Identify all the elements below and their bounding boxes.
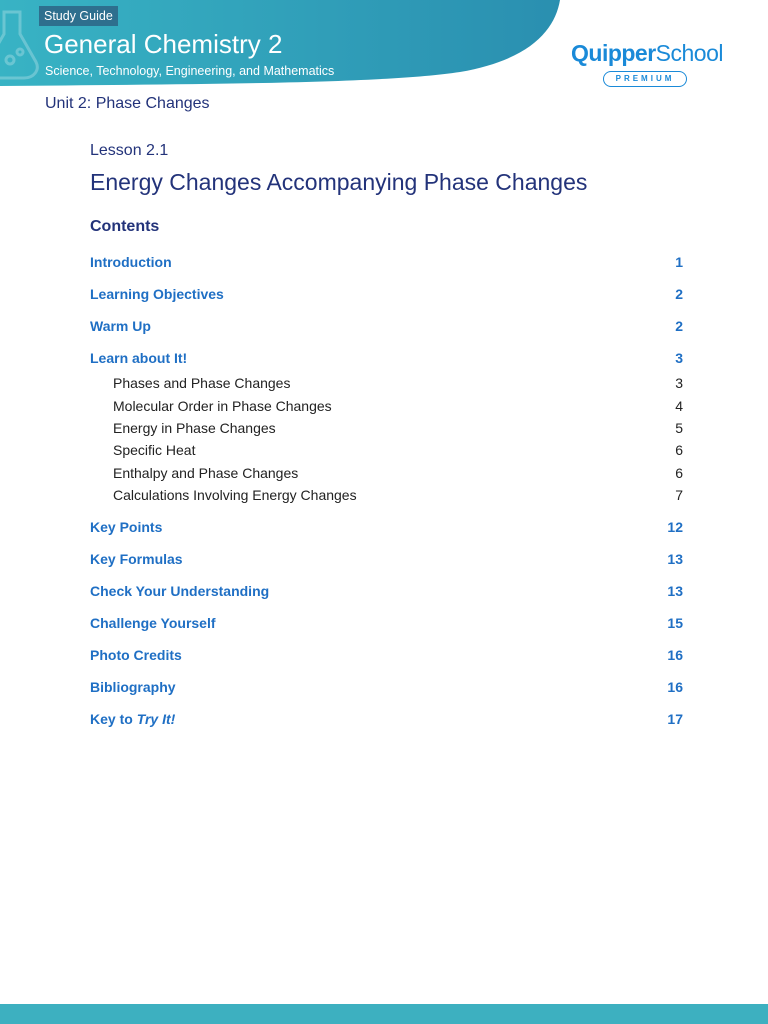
toc-subitem-enthalpy[interactable] — [90, 462, 683, 484]
toc-item-photo-credits[interactable] — [90, 646, 683, 664]
toc-item-warm-up[interactable] — [90, 317, 683, 335]
toc-page: 2 — [675, 286, 683, 302]
toc-subitem-molecular-order[interactable] — [90, 394, 683, 416]
toc-page: 15 — [667, 615, 683, 632]
toc-page: 17 — [667, 711, 683, 728]
toc-subitem-phases[interactable] — [90, 372, 683, 394]
toc-page: 16 — [667, 647, 683, 664]
toc-item-learning-objectives[interactable] — [90, 285, 683, 303]
logo-bold-text: Quipper — [571, 40, 656, 66]
toc-label: Check Your Understanding — [90, 583, 270, 600]
toc-subitem-specific-heat[interactable] — [90, 439, 683, 461]
toc-label: Phases and Phase Changes — [113, 375, 291, 392]
toc-item-learn-about-it[interactable] — [90, 349, 683, 367]
premium-tag: PREMIUM — [603, 71, 687, 87]
contents-heading: Contents — [90, 218, 160, 235]
toc-label: Key Points — [90, 519, 163, 536]
logo-light-text: School — [655, 40, 723, 66]
toc-label: Learning Objectives — [90, 286, 224, 302]
toc-label: Bibliography — [90, 679, 176, 696]
toc-label: Learn about It! — [90, 350, 188, 366]
course-subtitle: Science, Technology, Engineering, and Mathematics — [45, 64, 335, 78]
toc-page: 1 — [675, 254, 683, 270]
course-title: General Chemistry 2 — [44, 29, 283, 59]
toc-item-key-points[interactable] — [90, 518, 683, 536]
toc-label: Specific Heat — [113, 442, 196, 459]
toc-item-check-understanding[interactable] — [90, 582, 683, 600]
toc-label: Enthalpy and Phase Changes — [113, 464, 299, 481]
toc-label: Key Formulas — [90, 551, 183, 568]
toc-subitem-energy[interactable] — [90, 417, 683, 439]
study-guide-badge: Study Guide — [39, 6, 118, 26]
toc-page: 6 — [675, 442, 683, 459]
toc-page: 12 — [667, 519, 683, 536]
quipper-school-logo — [571, 40, 723, 66]
unit-title: Unit 2: Phase Changes — [45, 95, 210, 112]
toc-label: Challenge Yourself — [90, 615, 216, 632]
toc-item-challenge-yourself[interactable] — [90, 614, 683, 632]
toc-page: 13 — [667, 583, 683, 600]
toc-label: Introduction — [90, 254, 172, 270]
toc-label: Photo Credits — [90, 647, 182, 664]
toc-label: Warm Up — [90, 318, 151, 334]
toc-item-key-formulas[interactable] — [90, 550, 683, 568]
toc-item-bibliography[interactable] — [90, 678, 683, 696]
lesson-number: Lesson 2.1 — [90, 142, 169, 159]
toc-page: 4 — [675, 397, 683, 414]
toc-label-italic: Try It! — [136, 711, 176, 728]
toc-page: 3 — [675, 350, 683, 366]
toc-page: 16 — [667, 679, 683, 696]
toc-page: 3 — [675, 375, 683, 392]
toc-page: 13 — [667, 551, 683, 568]
toc-label — [90, 711, 175, 727]
toc-item-introduction[interactable] — [90, 253, 683, 271]
toc-label: Calculations Involving Energy Changes — [113, 487, 357, 504]
toc-item-key-to-try-it[interactable] — [90, 710, 683, 728]
toc-page: 7 — [675, 487, 683, 504]
toc-page: 2 — [675, 318, 683, 334]
table-of-contents — [90, 253, 683, 728]
toc-subitem-calculations[interactable] — [90, 484, 683, 506]
toc-page: 5 — [675, 419, 683, 436]
lesson-title: Energy Changes Accompanying Phase Changes — [90, 169, 588, 195]
toc-label: Energy in Phase Changes — [113, 419, 276, 436]
toc-page: 6 — [675, 464, 683, 481]
toc-label: Molecular Order in Phase Changes — [113, 397, 332, 414]
toc-label-prefix: Key to — [90, 711, 137, 728]
footer-bar — [0, 1004, 768, 1024]
